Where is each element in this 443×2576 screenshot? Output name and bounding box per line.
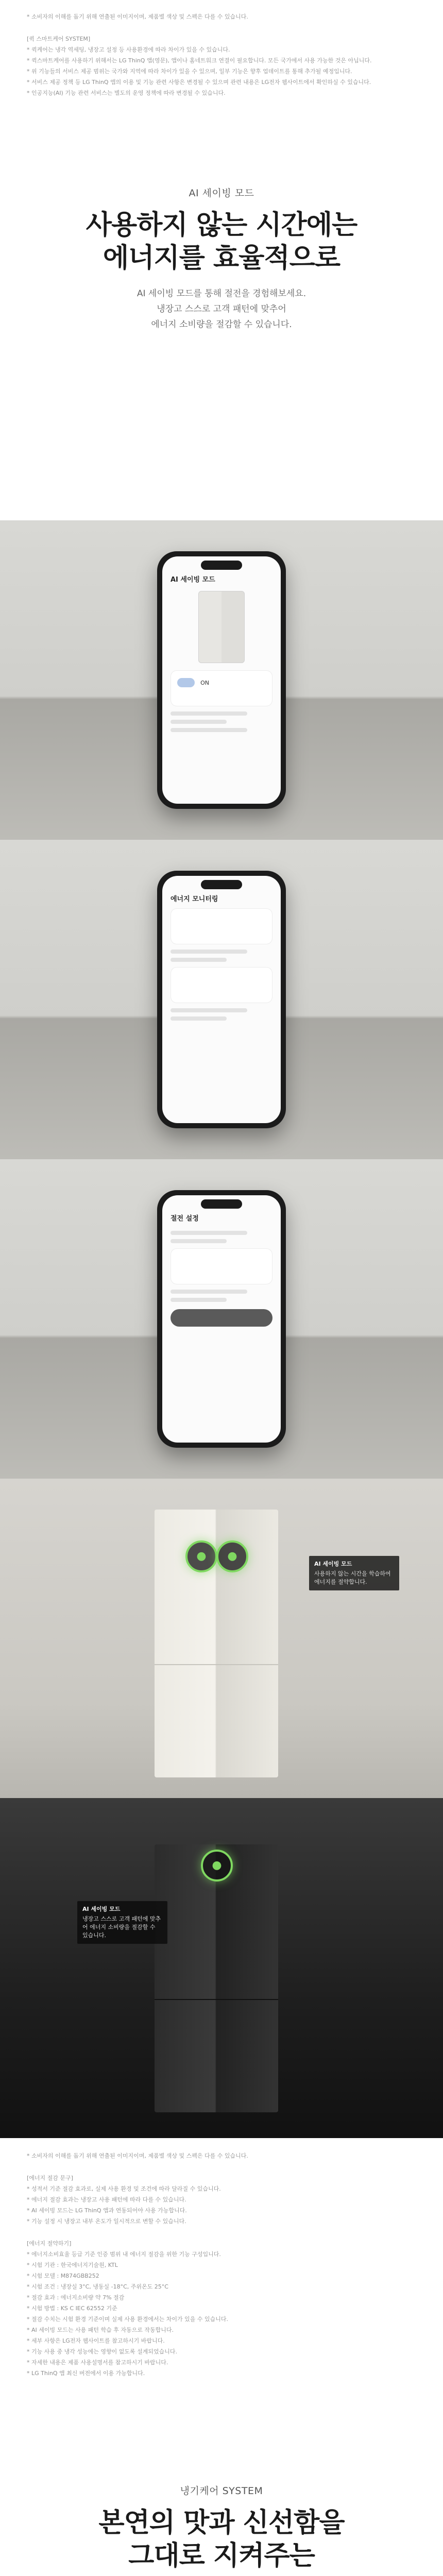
screen-text-line [171,1008,247,1012]
phone-mockup [157,1190,286,1448]
note-item: * 시험 모델 : M874GBB252 [27,2273,99,2279]
screen-button[interactable] [171,1309,272,1327]
title-line: 그대로 지켜주는 [128,2540,315,2571]
top-notes [0,0,443,139]
toggle-label: ON [200,680,209,686]
notes-heading: [에너지 절감 문구] [27,2175,73,2181]
title-line: 사용하지 않는 시간에는 [86,210,357,241]
note-item: * 시험 조건 : 냉장실 3°C, 냉동실 -18°C, 주위온도 25°C [27,2283,168,2290]
phone-notch [201,1199,242,1209]
note-item: * 퀵스마트케어를 사용하기 위해서는 LG ThinQ 앱(영문), 앱이나 홈네트워크 연결이 필요합니다. 모든 국가에서 사용 가능한 것은 아닙니다. [27,57,372,64]
note-item: * 인공지능(AI) 기능 관련 서비스는 별도의 운영 정책에 따라 변경될 수 있습니다. [27,90,226,96]
phone-notch [201,561,242,570]
section-desc [0,286,443,332]
tag-title: AI 세이빙 모드 [82,1906,121,1912]
phone-scene-3 [0,1159,443,1479]
ai-indicator-icon: ● [201,1850,233,1882]
note-item: * 서비스 제공 정책 등 LG ThinQ 앱의 이용 및 기능 관련 사항은 변경될 수 있으며 관련 내용은 LG전자 웹사이트에서 확인하실 수 있습니다. [27,79,371,86]
screen-text-line [171,950,247,954]
phone-screen [162,556,281,804]
phone-scene-1 [0,520,443,840]
tag-title: AI 세이빙 모드 [314,1561,352,1567]
screen-title: 절전 설정 [171,1215,199,1223]
fridge-scene [0,1479,443,1798]
screen-text-line [171,1016,227,1021]
section-title [0,209,443,275]
note-item: * 에너지 절감 효과는 냉장고 사용 패턴에 따라 다를 수 있습니다. [27,2196,186,2203]
note-item: * 기능 설정 시 냉장고 내부 온도가 일시적으로 변할 수 있습니다. [27,2218,186,2225]
note-item: * 시험 기관 : 한국에너지기술원, KTL [27,2262,118,2268]
desc-line: 에너지 소비량을 절감할 수 있습니다. [151,319,292,330]
note-item: * AI 세이빙 모드는 사용 패턴 학습 후 자동으로 작동합니다. [27,2327,174,2333]
note-item: * LG ThinQ 앱 최신 버전에서 이용 가능합니다. [27,2370,145,2377]
phone-screen [162,876,281,1123]
care-section [0,2447,443,2576]
ai-indicator-icon: ● [185,1540,217,1572]
dark-fridge-scene [0,1798,443,2138]
screen-text-line [171,711,247,716]
phone-notch [201,880,242,889]
tag-text: 냉장고 스스로 고객 패턴에 맞추어 에너지 소비량을 절감할 수 있습니다. [82,1916,161,1939]
note-item: * 절감 수치는 시험 환경 기준이며 실제 사용 환경에서는 차이가 있을 수 있습니다. [27,2316,228,2323]
title-line: 에너지를 효율적으로 [103,243,340,274]
screen-text-line [171,958,227,962]
phone-mockup [157,871,286,1128]
desc-line: 냉장고 스스로 고객 패턴에 맞추어 [157,304,286,314]
fridge-split [155,1664,278,1665]
screen-card [171,1248,272,1284]
tag-text: 사용하지 않는 시간을 학습하여 에너지를 절약합니다. [314,1570,391,1585]
fridge-image [155,1510,278,1777]
note-item: * 세부 사항은 LG전자 웹사이트를 참고하시기 바랍니다. [27,2337,165,2344]
screen-text-line [171,1231,247,1235]
desc-line: AI 세이빙 모드를 통해 절전을 경험해보세요. [137,289,306,299]
note-item: * 에너지소비효율 등급 기준 인증 범위 내 에너지 절감을 위한 기능 구성입니다. [27,2251,221,2258]
asterisk-note: * 소비자의 이해를 돕기 위해 연출된 이미지이며, 제품별 색상 및 스펙은 다를 수 있습니다. [27,13,248,20]
saving-toggle[interactable] [177,678,195,687]
screen-title: 에너지 모니터링 [171,895,218,903]
note-item: * 절감 효과 : 에너지소비량 약 7% 절감 [27,2294,125,2301]
screen-text-line [171,728,247,732]
screen-text-line [171,1298,227,1302]
phone-mockup [157,551,286,809]
note-item: * AI 세이빙 모드는 LG ThinQ 앱과 연동되어야 사용 가능합니다. [27,2207,187,2214]
note-item: * 자세한 내용은 제품 사용설명서를 참고하시기 바랍니다. [27,2359,168,2366]
screen-text-line [171,1290,247,1294]
note-item: * 시험 방법 : KS C IEC 62552 기준 [27,2305,117,2312]
note-item: * 성적서 기준 절감 효과로, 실제 사용 환경 및 조건에 따라 달라질 수 있습니다. [27,2185,221,2192]
phone-scene-2 [0,840,443,1159]
mid-notes [0,2138,443,2447]
section-label: 냉기케어 SYSTEM [180,2485,263,2497]
feature-tag [309,1556,399,1590]
fridge-image [155,1844,278,2112]
notes-heading: [에너지 절약하기] [27,2240,72,2247]
phone-screen [162,1195,281,1443]
notes-heading: [퀵 스마트케어 SYSTEM] [27,36,91,42]
asterisk-note: * 소비자의 이해를 돕기 위해 연출된 이미지이며, 제품별 색상 및 스펙은 다를 수 있습니다. [27,2153,248,2159]
feature-tag [77,1901,167,1944]
ai-saving-section [0,139,443,520]
screen-title: AI 세이빙 모드 [171,576,215,584]
title-line: 본연의 맛과 신선함을 [98,2507,345,2538]
note-item: * 기능 사용 중 냉각 성능에는 영향이 없도록 설계되었습니다. [27,2348,177,2355]
note-item: * 퀵케어는 냉각 역세팅, 냉장고 설정 등 사용환경에 따라 차이가 있을 수 있습니다. [27,46,230,53]
fridge-split [155,1999,278,2000]
screen-card [171,967,272,1003]
note-item: * 위 기능들의 서비스 제공 범위는 국가와 지역에 따라 차이가 있을 수 있으며, 일부 기능은 향후 업데이트를 통해 추가될 예정입니다. [27,68,352,75]
screen-card [171,908,272,944]
screen-text-line [171,1239,227,1243]
fridge-thumbnail [198,591,245,663]
section-title [0,2506,443,2572]
screen-card [171,670,272,706]
screen-text-line [171,720,227,724]
ai-indicator-icon: ● [216,1540,248,1572]
section-label: AI 세이빙 모드 [189,188,254,199]
